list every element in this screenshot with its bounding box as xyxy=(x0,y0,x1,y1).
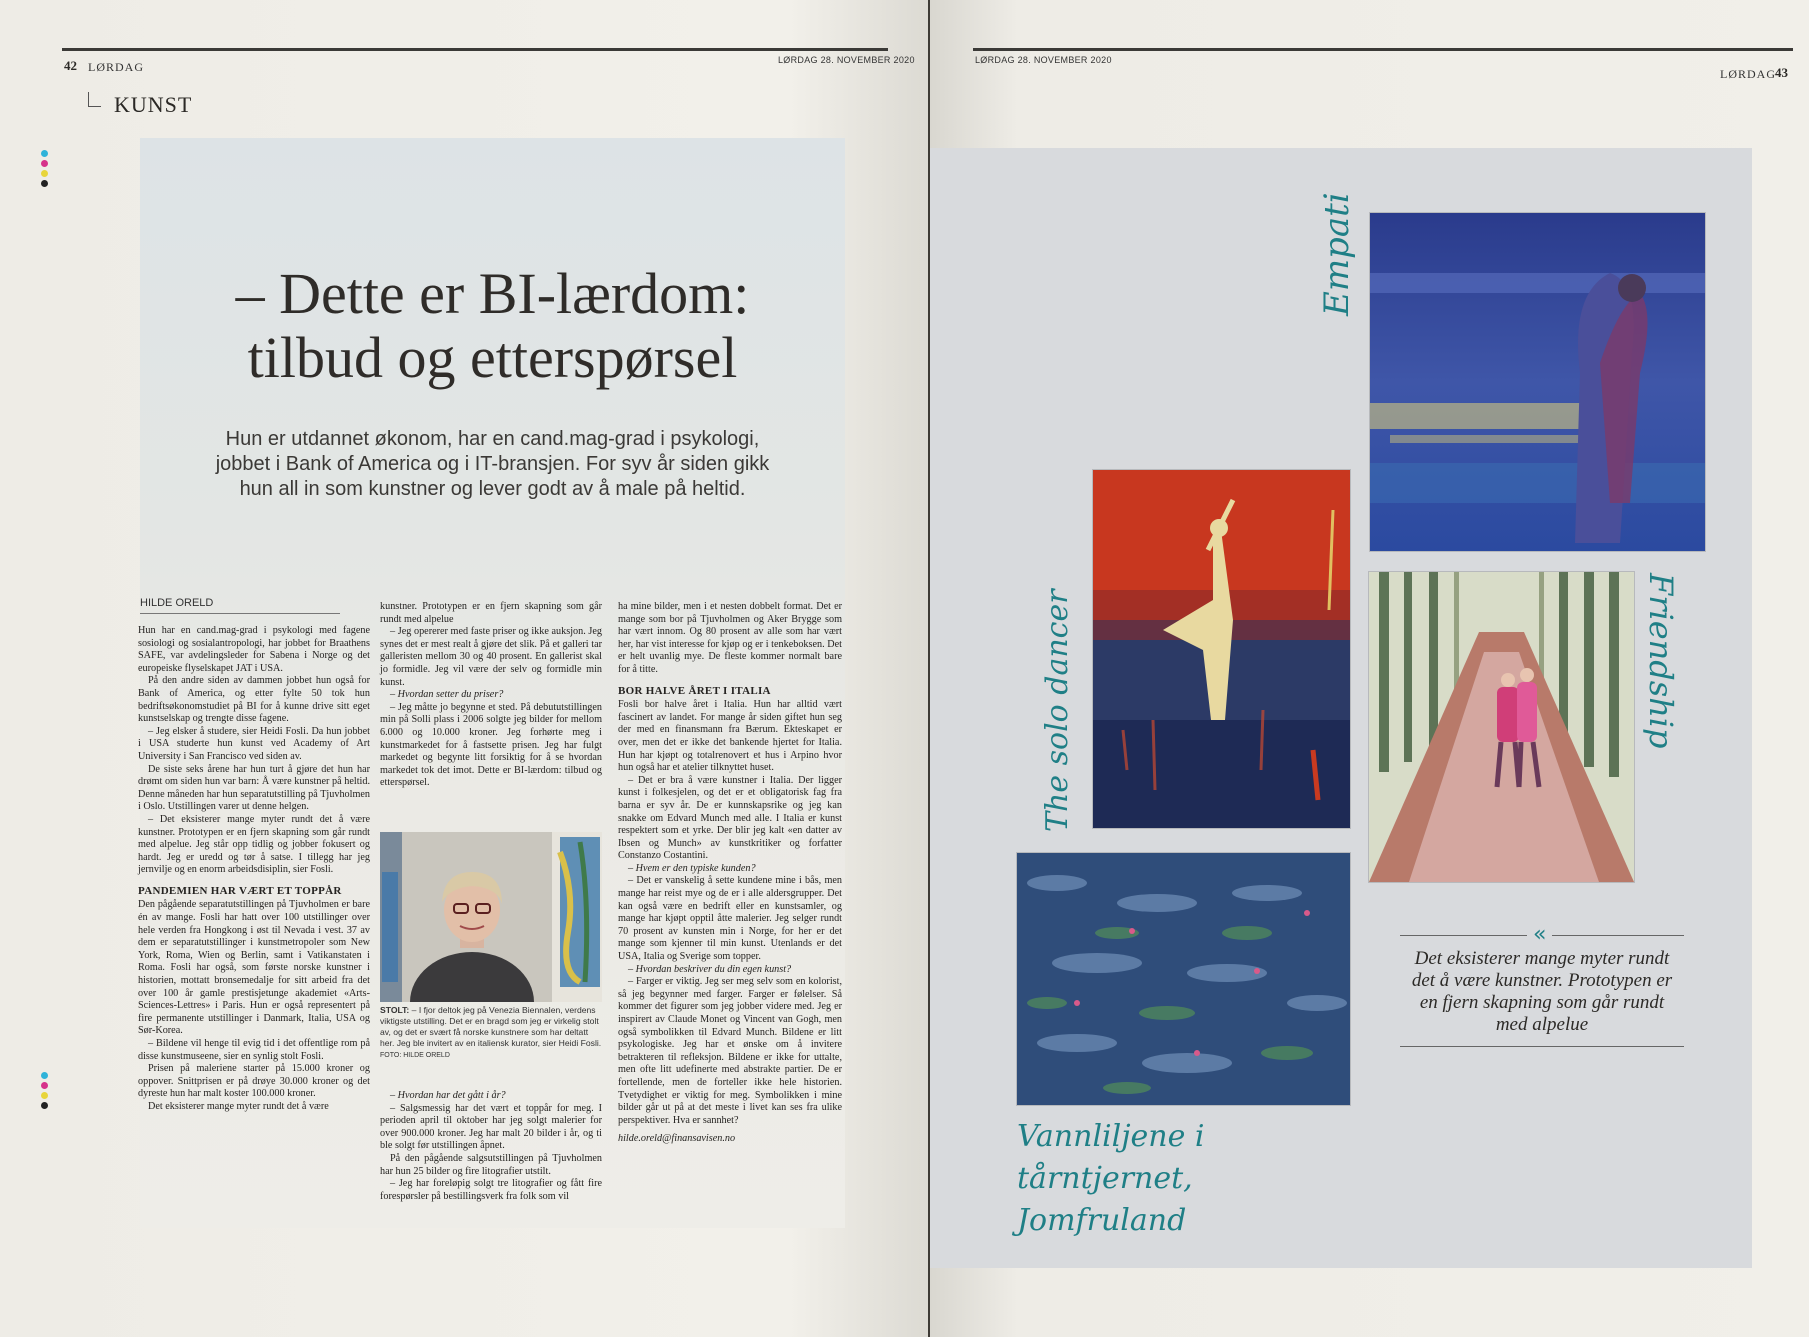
paragraph: Prisen på maleriene starter på 15.000 kroner og oppover. Snittprisen er på drøye 30.000 kroner og det dyreste hun har malt koster 100.000 kroner. xyxy=(138,1063,370,1100)
paragraph: De siste seks årene har hun turt å gjøre det hun har drømt om siden hun var barn: Å være kunstner på heltid. Denne måneden har hun separatutstilling på Tjuvholmen i Oslo. Utstillingen varer ut denne helgen. xyxy=(138,763,370,813)
title-empati: Empati xyxy=(1317,192,1357,316)
registration-yellow xyxy=(41,1092,48,1099)
article-column-3 xyxy=(618,601,842,1146)
paragraph: – Salgsmessig har det vært et toppår for meg. I perioden april til oktober har jeg solgt malerier for over 900.000 kroner. Jeg har malt 20 bilder i år, og ti ble solgt før utstillingen åpnet. xyxy=(380,1102,602,1152)
registration-black xyxy=(41,180,48,187)
page-date: LØRDAG 28. NOVEMBER 2020 xyxy=(778,55,915,65)
portrait-photo xyxy=(380,832,602,1002)
painting-vannliljene xyxy=(1017,853,1350,1105)
painting-empati-image xyxy=(1370,213,1705,551)
title-vannliljene xyxy=(1017,1116,1357,1242)
byline: HILDE ORELD xyxy=(140,597,340,614)
paragraph: – Jeg har foreløpig solgt tre litografier og fått fire forespørsler på bestillingsverk fra folk som vil xyxy=(380,1178,602,1202)
interview-question: – Hvordan har det gått i år? xyxy=(390,1090,506,1101)
interview-question: – Hvordan setter du priser? xyxy=(390,689,504,701)
paragraph: Den pågående separatutstillingen på Tjuvholmen er bare én av mange. Fosli har hatt over 100 utstillinger over hele verden fra Hongkong i øst til Nevada i vest. 37 av dem er separatutstillinger i kunstmetropoler som New York, Roma, Wien og Berlin, samt i Vatikanstaten i Roma. Fosli har også, som første norske kunstner i historien, mottatt bronsemedalje for sitt arbeid fra det over 100 år gamle prestisjetunge akademiet «Arts-Sciences-Lettres» i Paris. Hun er også representert på fire permanente utstillinger i Danmark, Italia, USA og Sør-Korea. xyxy=(138,899,370,1037)
article-column-2-top xyxy=(380,601,602,790)
paragraph: Hun har en cand.mag-grad i psykologi med fagene sosiologi og sosialantropologi, har jobbet for Braathens SAFE, var avdelingsleder for Sabena i Norge og det europeiske flyselskapet JAT i USA. xyxy=(138,625,370,674)
subheading: BOR HALVE ÅRET I ITALIA xyxy=(618,684,771,697)
paragraph: Fosli bor halve året i Italia. Hun har alltid vært fascinert av landet. For mange år siden giftet hun seg der med en finansmann fra Bærum. Ekteskapet er over, men det er ikke det bankende hjertet for Italia. Hun har kjøpt og totalrenovert et hus i Arpino hvor hun også har et atelier tilknyttet huset. xyxy=(618,699,842,774)
title-friendship: Friendship xyxy=(1642,573,1680,749)
paragraph: – Det eksisterer mange myter rundt det å være kunstner. Prototypen er en fjern skapning som går rundt med alpelue. Jeg står opp tidlig og jobber fokusert og hardt. Jeg er uredd og tør å satse. I tillegg har jeg jernvilje og en enorm arbeidsdisiplin, sier Fosli. xyxy=(138,813,370,876)
paragraph: – Det er vanskelig å sette kundene mine i bås, men mange har reist mye og de er i alle aldersgrupper. Det kan også være en bedrift eller en kunstsamler, og mange har kjøpt opptil åtte malerier. Jeg selger rundt 70 prosent av kunsten min i Norge, for her er det mange som kjenner til min kunst. Utenlands er det USA, Italia og Sverige som topper. xyxy=(618,875,842,963)
paragraph: – Det er bra å være kunstner i Italia. Der ligger kunst i folkesjelen, og det er et obligatorisk fag fra barna er syv år. De er kunnskapsrike og jeg kan snakke om Edvard Munch med alle. I Italia er kunst respektert som et yrke. Der blir jeg kalt «en datter av Ibsen og Munch» av kunstkritiker og forfatter Constanzo Costantini. xyxy=(618,774,842,862)
section-label: KUNST xyxy=(114,92,193,117)
headline-line-2: tilbud og etterspørsel xyxy=(247,325,738,390)
lede: Hun er utdannet økonom, har en cand.mag-grad i psykologi, jobbet i Bank of America og i IT-bransjen. For syv år siden gikk hun all in som kunstner og lever godt av å male på heltid. xyxy=(215,428,770,500)
title-solo-dancer: The solo dancer xyxy=(1040,589,1075,832)
registration-magenta xyxy=(41,160,48,167)
paragraph: – Farger er viktig. Jeg ser meg selv som en kolorist, så jeg begynner med farger. Farger er følelser. Så kommer det figurer som jeg jobber videre med. Jeg er inspirert av Claude Monet og Vincent van Gogh, men også symbolikken til Edvard Munch. Bildene er litt psykologiske. Jeg har et ønske om å invitere betrakteren til refleksjon. Bildene er ikke for uttalte, men ofte litt udefinerte med abstrakte partier. De er fortellende, men de forteller ikke hele historien. Tvetydighet er viktig for meg. Symbolikken i mine bilder går ut på at det meste i livet kan ses fra ulike perspektiver. Hva er sannhet? xyxy=(618,976,842,1126)
page-number: 42 xyxy=(64,58,77,73)
registration-black xyxy=(41,1102,48,1109)
painting-friendship xyxy=(1369,572,1634,882)
headline xyxy=(140,262,845,390)
registration-magenta xyxy=(41,1082,48,1089)
page-day: LØRDAG xyxy=(88,60,144,74)
page-date: LØRDAG 28. NOVEMBER 2020 xyxy=(975,55,1112,65)
paragraph: – Jeg opererer med faste priser og ikke auksjon. Jeg synes det er mest realt å gjøre det slik. På et galleri tar galleristen mellom 30 og 40 prosent. En gallerist skal jo formidle. Jeg vil være der selv og formidle min kunst. xyxy=(380,626,602,688)
title-vannliljene-line-1: Vannliljene i tårntjernet, xyxy=(1017,1119,1205,1196)
painting-solo-dancer-image xyxy=(1093,470,1350,828)
photo-credit: FOTO: HILDE ORELD xyxy=(380,1052,450,1059)
article-column-1 xyxy=(138,625,370,1114)
paragraph: – Jeg elsker å studere, sier Heidi Fosli. Da hun jobbet i USA studerte hun kunst ved Academy of Art University i San Francisco ved siden av. xyxy=(138,725,370,762)
header-rule xyxy=(62,48,888,51)
painting-solo-dancer xyxy=(1093,470,1350,828)
paragraph: På den andre siden av dammen jobbet hun også for Bank of America, og etter fylte 50 tok hun bedriftsøkonomstudiet på BI for å kunne drive sitt eget kunstselskap og trengte disse fagene. xyxy=(138,675,370,725)
page-number: 43 xyxy=(1775,65,1788,80)
page-day: LØRDAG xyxy=(1720,67,1776,81)
interview-question: – Hvem er den typiske kunden? xyxy=(628,862,756,874)
portrait-illustration xyxy=(380,832,602,1002)
registration-cyan xyxy=(41,1072,48,1079)
caption-text: – I fjor deltok jeg på Venezia Biennalen, verdens viktigste utstilling. Det er en bragd som jeg er virkelig stolt av, og det er svært få norske kunstnere som har deltatt her. Jeg ble invitert av en italiensk kurator, sier Heidi Fosli. xyxy=(380,1005,602,1048)
painting-vannliljene-image xyxy=(1017,853,1350,1105)
section-marker xyxy=(88,92,101,107)
paragraph: – Jeg måtte jo begynne et sted. På debututstillingen min på Solli plass i 2006 solgte jeg bilder for mellom 6.000 og 10.000 kroner. Jeg forhørte meg i kunstmarkedet for å fastsette prisen. Jeg har fulgt markedet og begynte litt forsiktig for å se hvordan markedet tok det imot. Dette er BI-lærdom: tilbud og etterspørsel. xyxy=(380,701,602,789)
author-email[interactable]: hilde.oreld@finansavisen.no xyxy=(618,1133,736,1145)
paragraph: – Bildene vil henge til evig tid i det offentlige rom på disse kunstmuseene, sier en synlig stolt Fosli. xyxy=(138,1038,370,1062)
interview-question: – Hvordan beskriver du din egen kunst? xyxy=(628,963,792,975)
registration-cyan xyxy=(41,150,48,157)
caption-lead: STOLT: xyxy=(380,1005,410,1015)
paragraph: Det eksisterer mange myter rundt det å være xyxy=(148,1100,329,1112)
painting-empati xyxy=(1370,213,1705,551)
photo-caption xyxy=(380,1005,602,1061)
double-chevron-left-icon: « xyxy=(1527,922,1552,947)
registration-yellow xyxy=(41,170,48,177)
paragraph: På den pågående salgsutstillingen på Tjuvholmen har hun 25 bilder og fire litografier utstilt. xyxy=(380,1152,602,1177)
article-column-2-bottom xyxy=(380,1090,602,1203)
pull-quote: Det eksisterer mange myter rundt det å være kunstner. Prototypen er en fjern skapning som går rundt med alpelue xyxy=(1400,935,1684,1047)
paragraph: kunstner. Prototypen er en fjern skapning som går rundt med alpelue xyxy=(380,601,602,625)
headline-line-1: – Dette er BI-lærdom: xyxy=(235,261,750,326)
title-vannliljene-line-2: Jomfruland xyxy=(1017,1203,1187,1238)
painting-friendship-image xyxy=(1369,572,1634,882)
paragraph: ha mine bilder, men i et nesten dobbelt format. Det er mange som bor på Tjuvholmen og Aker Brygge som har vært innom. Og 80 prosent av alle som har vært her, har vist interesse for kjøp og er i tenkeboksen. Det er helt uvanlig mye. De fleste kommer normalt bare for å titte. xyxy=(618,601,842,675)
subheading: PANDEMIEN HAR VÆRT ET TOPPÅR xyxy=(138,884,342,897)
header-rule xyxy=(973,48,1793,51)
